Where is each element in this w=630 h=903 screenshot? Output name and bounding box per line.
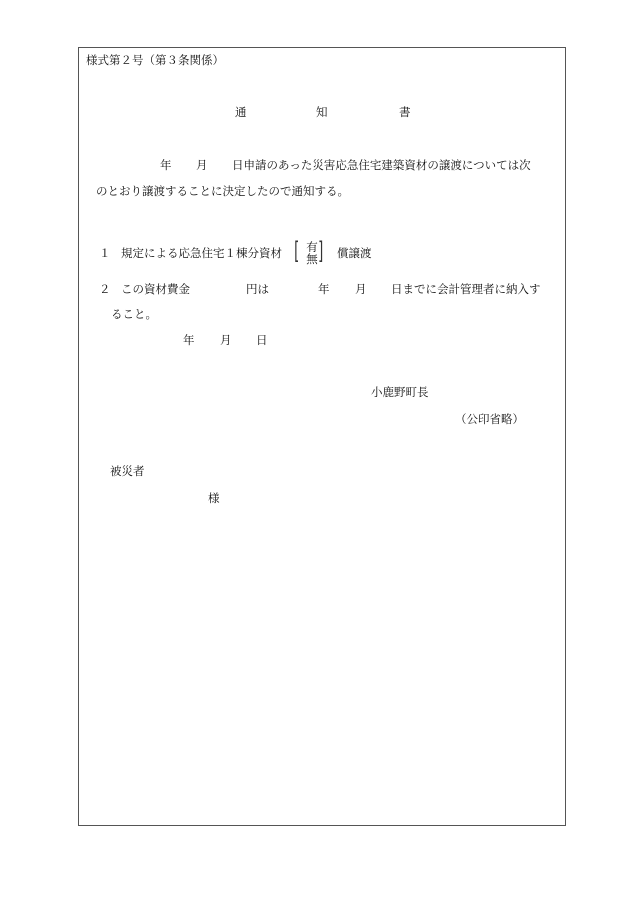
- item2-year: 年: [318, 282, 330, 296]
- recipient-label: 被災者: [110, 464, 145, 478]
- body-line1: 日申請のあった災害応急住宅建築資材の譲渡については次: [232, 158, 531, 172]
- item1-choice-top: 有: [306, 240, 318, 254]
- item1-number: １: [99, 246, 111, 260]
- item1-text: 規定による応急住宅１棟分資材: [121, 246, 282, 260]
- item2-month: 月: [355, 282, 367, 296]
- item2-number: ２: [99, 282, 111, 296]
- title-char-1: 通: [235, 105, 247, 119]
- recipient-honorific: 様: [208, 491, 220, 505]
- body-date-year: 年: [160, 158, 172, 172]
- item2-text-b: 円は: [246, 282, 269, 296]
- body-date-month: 月: [196, 158, 208, 172]
- item1-suffix: 償譲渡: [337, 246, 372, 260]
- item1-left-bracket: [: [294, 237, 300, 265]
- issuer-name: 小鹿野町長: [371, 385, 429, 399]
- issue-date-year: 年: [183, 333, 195, 347]
- seal-note: （公印省略）: [455, 412, 524, 426]
- title-char-3: 書: [399, 105, 411, 119]
- item2-text-a: この資材費金: [121, 282, 190, 296]
- item1-choice-bottom: 無: [306, 252, 318, 267]
- item2-text-c: 日までに会計管理者に納入す: [391, 282, 541, 296]
- item1-right-bracket: ]: [318, 237, 324, 265]
- form-label: 様式第２号（第３条関係）: [86, 53, 224, 67]
- item1-choice: [306, 241, 318, 265]
- title-char-2: 知: [316, 105, 328, 119]
- body-line2: のとおり譲渡することに決定したので通知する。: [96, 184, 349, 198]
- item2-line2: ること。: [111, 307, 157, 321]
- issue-date-month: 月: [220, 333, 232, 347]
- issue-date-day: 日: [256, 333, 268, 347]
